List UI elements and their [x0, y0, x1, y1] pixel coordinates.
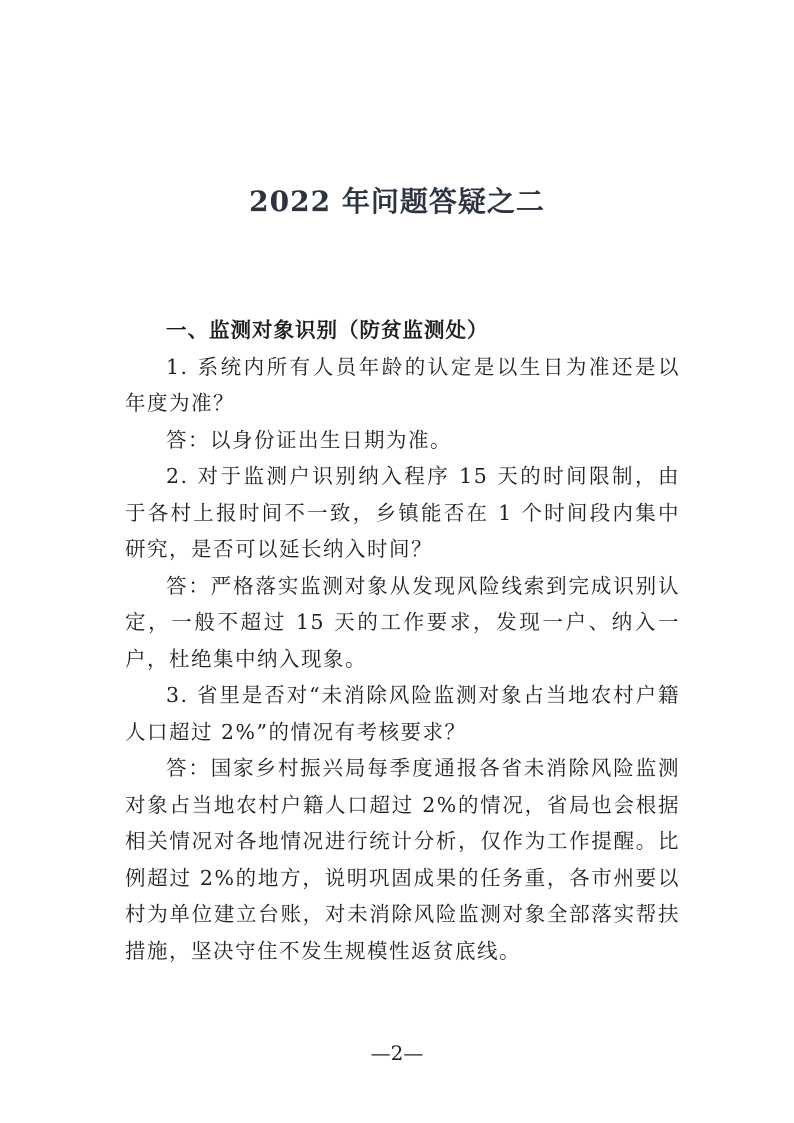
- answer-3: 答：国家乡村振兴局每季度通报各省未消除风险监测对象占当地农村户籍人口超过 2%的情况，省局也会根据相关情况对各地情况进行统计分析，仅作为工作提醒。比例超过 2%的地方，说明巩固成果的任务重，各市州要以村为单位建立台账，对未消除风险监测对象全部落实帮扶措施，坚决守住不发生规模性返贫底线。: [125, 756, 680, 963]
- document-body: [125, 312, 680, 969]
- document-title: 2022 年问题答疑之二: [249, 185, 545, 218]
- section-heading: 一、监测对象识别（防贫监测处）: [166, 318, 489, 342]
- question-2: 2. 对于监测户识别纳入程序 15 天的时间限制，由于各村上报时间不一致，乡镇能否在 1 个时间段内集中研究，是否可以延长纳入时间？: [125, 464, 680, 561]
- question-3: 3. 省里是否对“未消除风险监测对象占当地农村户籍人口超过 2%”的情况有考核要求？: [125, 683, 680, 744]
- answer-2: 答：严格落实监测对象从发现风险线索到完成识别认定，一般不超过 15 天的工作要求，发现一户、纳入一户，杜绝集中纳入现象。: [125, 573, 680, 671]
- question-1: 1. 系统内所有人员年龄的认定是以生日为准还是以年度为准？: [125, 354, 680, 415]
- answer-1: 答：以身份证出生日期为准。: [166, 427, 452, 452]
- page-number: —2—: [370, 1041, 424, 1065]
